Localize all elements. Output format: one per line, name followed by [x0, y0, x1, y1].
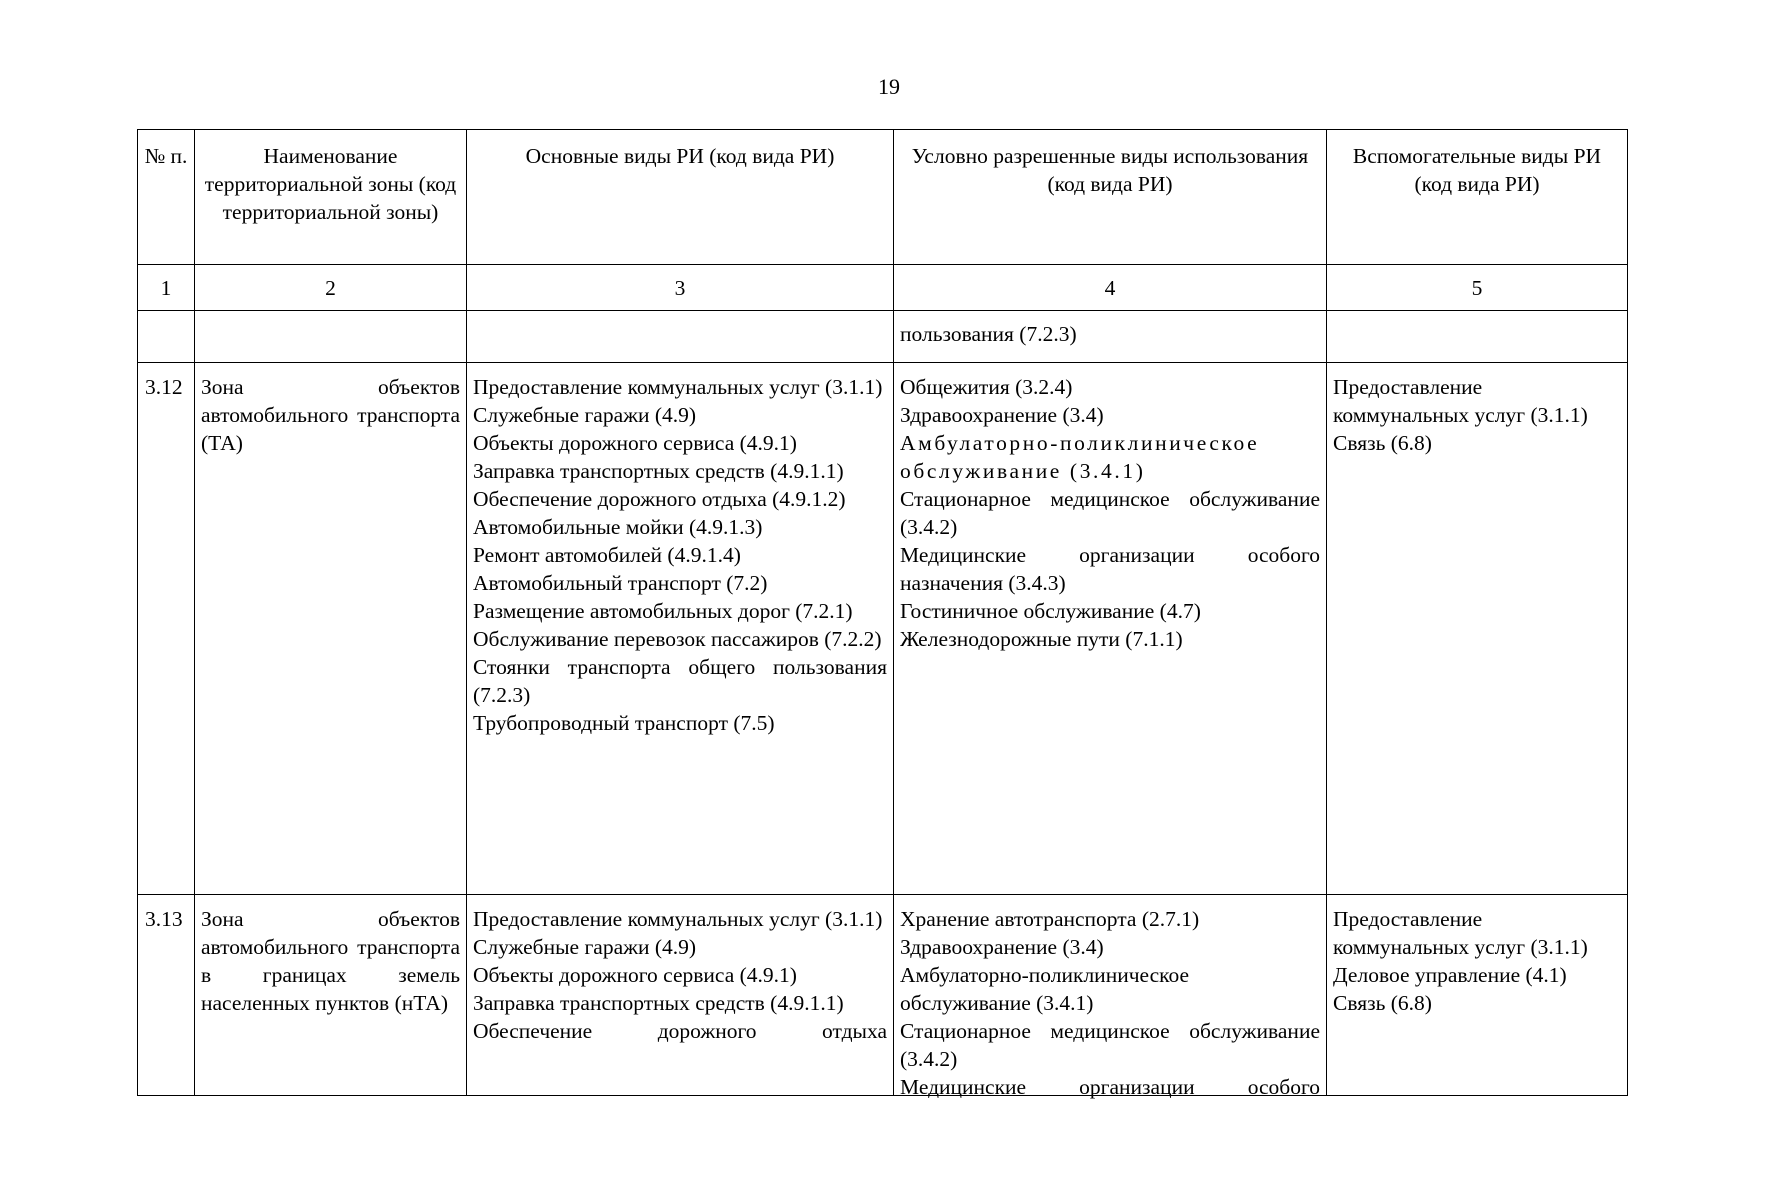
list-item: Общежития (3.2.4): [900, 375, 1073, 399]
list-item: Объекты дорожного сервиса (4.9.1): [473, 431, 797, 455]
list-item: Стоянки транспорта общего пользования (7.2.3): [473, 655, 887, 707]
list-item: Предоставление коммунальных услуг (3.1.1): [473, 907, 883, 931]
list-item: Автомобильный транспорт (7.2): [473, 571, 768, 595]
row-number: 3.13: [138, 895, 195, 1096]
main-uses-list: [467, 895, 894, 1096]
header-number: № п.: [138, 130, 195, 265]
column-number: 3: [467, 265, 894, 311]
list-item: Автомобильные мойки (4.9.1.3): [473, 515, 763, 539]
conditional-uses-list: [894, 895, 1327, 1099]
list-item: Заправка транспортных средств (4.9.1.1): [473, 991, 844, 1015]
list-item: Предоставление коммунальных услуг (3.1.1): [1333, 375, 1588, 427]
header-row: [138, 130, 1628, 265]
list-item: Обслуживание перевозок пассажиров (7.2.2): [473, 627, 882, 651]
list-item: Медицинские организации особого: [900, 1075, 1320, 1099]
list-item: Амбулаторно-поликлиническое обслуживание (3.4.1): [900, 963, 1190, 1015]
list-item: Служебные гаражи (4.9): [473, 403, 697, 427]
column-number: 1: [138, 265, 195, 311]
list-item: Обеспечение дорожного отдыха: [473, 1019, 887, 1043]
table-row: [138, 895, 1628, 1096]
column-number: 2: [195, 265, 467, 311]
list-item: Размещение автомобильных дорог (7.2.1): [473, 599, 853, 623]
list-item: Стационарное медицинское обслуживание (3.4.2): [900, 487, 1320, 539]
table-cell: [138, 311, 195, 363]
list-item: Хранение автотранспорта (2.7.1): [900, 907, 1200, 931]
list-item: Медицинские организации особого назначения (3.4.3): [900, 543, 1320, 595]
table-cell: [195, 311, 467, 363]
list-item: Здравоохранение (3.4): [900, 935, 1104, 959]
list-item: Амбулаторно-поликлиническое обслуживание (3.4.1): [900, 431, 1260, 483]
zone-name: Зона объектов автомобильного транспорта в границах земель населенных пунктов (нТА): [195, 895, 467, 1096]
list-item: Трубопроводный транспорт (7.5): [473, 711, 775, 735]
table-cell: [1327, 311, 1628, 363]
list-item: Ремонт автомобилей (4.9.1.4): [473, 543, 741, 567]
list-item: Связь (6.8): [1333, 991, 1432, 1015]
zones-table: [137, 129, 1628, 1099]
list-item: Гостиничное обслуживание (4.7): [900, 599, 1201, 623]
header-auxiliary-uses: Вспомогательные виды РИ (код вида РИ): [1327, 130, 1628, 265]
list-item: Предоставление коммунальных услуг (3.1.1): [1333, 907, 1588, 959]
list-item: Заправка транспортных средств (4.9.1.1): [473, 459, 844, 483]
list-item: Предоставление коммунальных услуг (3.1.1): [473, 375, 883, 399]
list-item: Объекты дорожного сервиса (4.9.1): [473, 963, 797, 987]
header-conditional-uses: Условно разрешенные виды использования (код вида РИ): [894, 130, 1327, 265]
header-zone-name: Наименование территориальной зоны (код территориальной зоны): [195, 130, 467, 265]
list-item: Обеспечение дорожного отдыха (4.9.1.2): [473, 487, 846, 511]
conditional-uses-list: [894, 363, 1327, 895]
list-item: Здравоохранение (3.4): [900, 403, 1104, 427]
list-item: Связь (6.8): [1333, 431, 1432, 455]
table-row: [138, 363, 1628, 895]
main-uses-list: [467, 363, 894, 895]
list-item: Служебные гаражи (4.9): [473, 935, 697, 959]
list-item: Деловое управление (4.1): [1333, 963, 1567, 987]
page-number: 19: [878, 74, 900, 99]
zone-name: Зона объектов автомобильного транспорта (ТА): [195, 363, 467, 895]
row-number: 3.12: [138, 363, 195, 895]
column-numbers-row: [138, 265, 1628, 311]
table-cell: [467, 311, 894, 363]
column-number: 4: [894, 265, 1327, 311]
list-item: Железнодорожные пути (7.1.1): [900, 627, 1183, 651]
column-number: 5: [1327, 265, 1628, 311]
table-cell: пользования (7.2.3): [894, 311, 1327, 363]
list-item: Стационарное медицинское обслуживание (3.4.2): [900, 1019, 1320, 1071]
continuation-row: [138, 311, 1628, 363]
auxiliary-uses-list: [1327, 895, 1628, 1096]
header-main-uses: Основные виды РИ (код вида РИ): [467, 130, 894, 265]
auxiliary-uses-list: [1327, 363, 1628, 895]
